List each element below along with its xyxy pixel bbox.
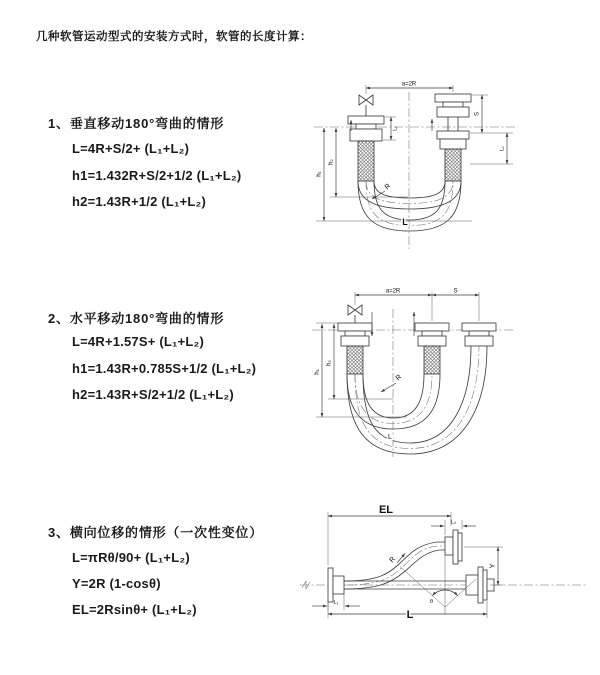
diagram-horizontal-180-bend (310, 287, 590, 465)
dim-label-r: R (394, 373, 404, 383)
dim-label-l: L (406, 609, 414, 621)
dim-label-y: Y (487, 563, 497, 569)
dim-l1 (383, 117, 399, 140)
dim-s (470, 95, 513, 133)
dim-label-l2: L₂ (499, 146, 506, 151)
dim-l-total (328, 601, 487, 621)
dim-s (432, 289, 479, 296)
section-1-heading: 1、垂直移动180°弯曲的情形 (48, 116, 225, 131)
dim-label-l1: L₁ (333, 600, 339, 606)
section-1-formula-h2: h2=1.43R+1/2 (L₁+L₂) (72, 194, 207, 209)
dim-label-l2: L₂ (450, 519, 457, 526)
braided-hose-section (424, 346, 440, 374)
radius-annotation (389, 554, 405, 565)
dim-l1 (312, 594, 360, 610)
dim-label-l1: L₁ (392, 126, 399, 131)
section-2-heading: 2、水平移动180°弯曲的情形 (48, 311, 225, 326)
dim-label-s: S (474, 111, 481, 117)
dim-l2 (470, 133, 513, 164)
hose-displaced-position (344, 542, 445, 589)
section-1-formula-L: L=4R+S/2+ (L₁+L₂) (72, 141, 190, 156)
braided-hose-section (445, 149, 461, 181)
middle-fitting (415, 323, 449, 374)
hose-u-bend (347, 346, 487, 454)
valve-icon (359, 95, 373, 116)
right-fitting (432, 94, 471, 181)
section-2-formula-h2: h2=1.43R+S/2+1/2 (L₁+L₂) (72, 387, 234, 402)
valve-icon (348, 305, 362, 323)
section-3-formula-L: L=πRθ/90+ (L₁+L₂) (72, 550, 190, 565)
left-fitting (348, 116, 384, 181)
left-flange (328, 568, 344, 602)
dim-h1 (317, 128, 325, 221)
braided-hose-section (347, 346, 363, 374)
braided-hose-section (358, 141, 374, 181)
dim-a2r (355, 289, 479, 322)
dim-label-l: L (402, 217, 408, 227)
section-2-formula-L: L=4R+1.57S+ (L₁+L₂) (72, 334, 205, 349)
dim-el (328, 504, 451, 565)
dim-label-a2r: a=2R (401, 81, 417, 88)
dim-label-a2r: a=2R (385, 288, 401, 295)
diagram-vertical-180-bend (310, 76, 590, 254)
angle-theta-annotation (400, 555, 476, 614)
dim-label-l: L (388, 434, 392, 441)
left-fitting (338, 323, 372, 374)
dim-label-el: EL (378, 504, 394, 516)
section-1-formula-h1: h1=1.432R+S/2+1/2 (L₁+L₂) (72, 168, 242, 183)
diagram-lateral-displacement (298, 502, 598, 657)
section-3-formula-EL: EL=2Rsinθ+ (L₁+L₂) (72, 602, 197, 617)
dim-label-r: R (388, 555, 398, 565)
dim-l-total (316, 217, 472, 227)
page-title: 几种软管运动型式的安装方式时，软管的长度计算： (36, 31, 312, 43)
dim-label-h1: h₁ (316, 171, 323, 177)
dim-label-h1: h₁ (314, 369, 321, 375)
dim-a2r (366, 82, 453, 95)
section-3-heading: 3、横向位移的情形（一次性变位） (48, 525, 264, 540)
hose-u-bend (358, 181, 461, 231)
dim-label-s: S (453, 288, 458, 295)
right-flange (466, 567, 494, 603)
dim-label-theta: θ (429, 599, 434, 605)
dim-label-h2: h₂ (328, 159, 335, 165)
dim-label-h2: h₂ (326, 360, 333, 366)
dim-label-r: R (383, 182, 393, 192)
upper-flange (445, 530, 462, 564)
radius-annotation (381, 374, 403, 392)
section-2-formula-h1: h1=1.43R+0.785S+1/2 (L₁+L₂) (72, 361, 257, 376)
section-3-formula-Y: Y=2R (1-cosθ) (72, 576, 161, 591)
right-fitting-shifted (462, 323, 496, 346)
